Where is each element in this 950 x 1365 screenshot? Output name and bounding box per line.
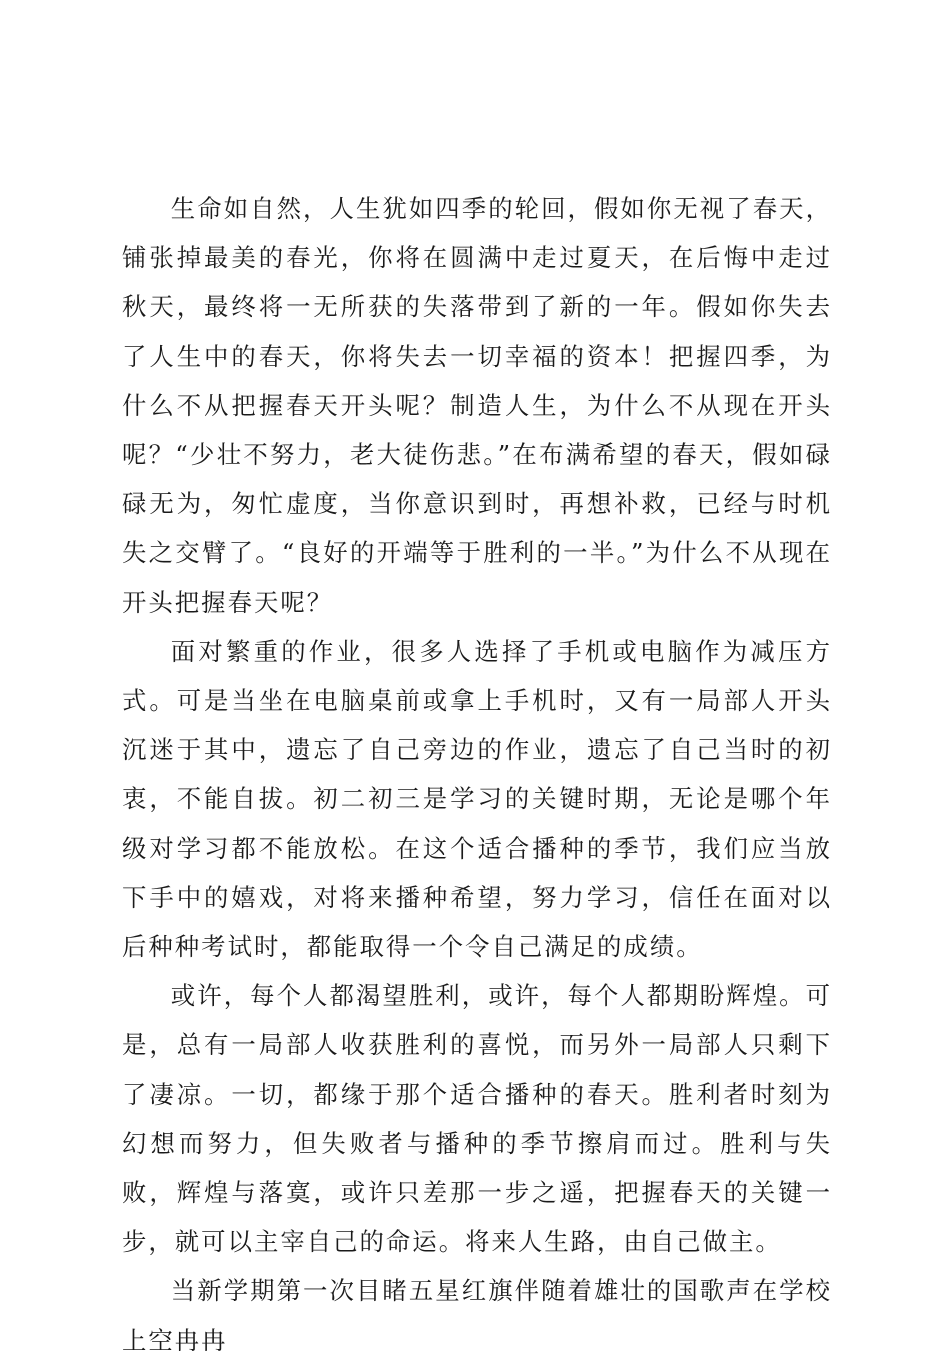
- document-body: [122, 184, 832, 1365]
- paragraph-1: 生命如自然，人生犹如四季的轮回，假如你无视了春天，铺张掉最美的春光，你将在圆满中走过夏天，在后悔中走过秋天，最终将一无所获的失落带到了新的一年。假如你失去了人生中的春天，你将失去一切幸福的资本！把握四季，为什么不从把握春天开头呢？制造人生，为什么不从现在开头呢？“少壮不努力，老大徒伤悲。”在布满希望的春天，假如碌碌无为，匆忙虚度，当你意识到时，再想补救，已经与时机失之交臂了。“良好的开端等于胜利的一半。”为什么不从现在开头把握春天呢？: [122, 194, 832, 617]
- paragraph-3: 或许，每个人都渴望胜利，或许，每个人都期盼辉煌。可是，总有一局部人收获胜利的喜悦，而另外一局部人只剩下了凄凉。一切，都缘于那个适合播种的春天。胜利者时刻为幻想而努力，但失败者与播种的季节擦肩而过。胜利与失败，辉煌与落寞，或许只差那一步之遥，把握春天的关键一步，就可以主宰自己的命运。将来人生路，由自己做主。: [122, 981, 832, 1257]
- paragraph-2: 面对繁重的作业，很多人选择了手机或电脑作为减压方式。可是当坐在电脑桌前或拿上手机时，又有一局部人开头沉迷于其中，遗忘了自己旁边的作业，遗忘了自己当时的初衷，不能自拔。初二初三是学习的关键时期，无论是哪个年级对学习都不能放松。在这个适合播种的季节，我们应当放下手中的嬉戏，对将来播种希望，努力学习，信任在面对以后种种考试时，都能取得一个令自己满足的成绩。: [122, 636, 832, 962]
- paragraph-4: 当新学期第一次目睹五星红旗伴随着雄壮的国歌声在学校上空冉冉: [122, 1276, 832, 1355]
